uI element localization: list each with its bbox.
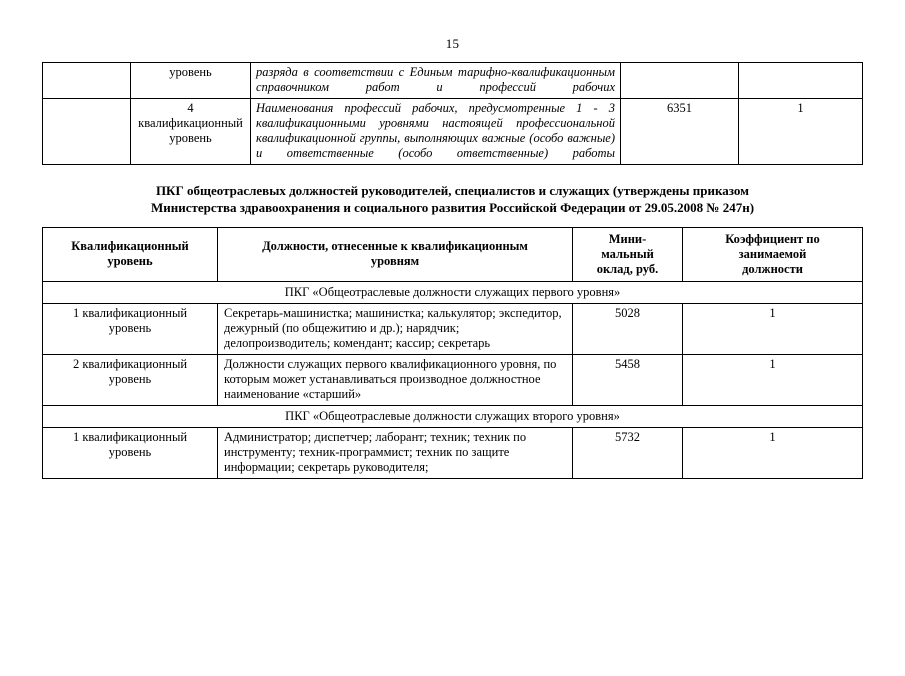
header-qualification-level [43,227,218,281]
cell-salary: 5028 [573,303,683,354]
group-title: ПКГ «Общеотраслевые должности служащих второго уровня» [43,405,863,427]
cell-positions: Администратор; диспетчер; лаборант; техник; техник по инструменту; техник-программист; техник по защите информации; секретарь руководителя; [218,427,573,478]
table-row [43,99,863,165]
table-row [43,427,863,478]
section-heading [53,183,853,217]
table-header-row [43,227,863,281]
cell-coefficient: 1 [683,427,863,478]
cell-level [43,303,218,354]
cell-empty [43,63,131,99]
header-line: уровень [107,254,153,269]
header-coefficient [683,227,863,281]
page-number: 15 [445,36,460,51]
cell-level [43,427,218,478]
table-row [43,354,863,405]
level-line: 2 квалификационный [72,356,188,371]
level-line: уровень [108,371,152,386]
cell-salary: 5732 [573,427,683,478]
cell-salary [621,63,739,99]
header-line: должности [742,261,803,276]
header-line: занимаемой [738,246,807,261]
header-min-salary [573,227,683,281]
cell-coefficient [739,63,863,99]
cell-description: Наименования профессий рабочих, предусмотренные 1 - 3 квалификационными уровнями настоящей профессиональной квалификационной группы, выполняющих важные (особо важные) и ответственные (особо ответственные) работы [251,99,621,165]
heading-line-1: ПКГ общеотраслевых должностей руководителей, специалистов и служащих (утверждены приказом [155,183,750,198]
cell-empty [43,99,131,165]
level-line: 1 квалификационный [72,429,188,444]
cell-positions: Секретарь-машинистка; машинистка; калькулятор; экспедитор, дежурный (по общежитию и др.); нарядчик; делопроизводитель; комендант; кассир; секретарь [218,303,573,354]
document-page [0,36,905,676]
cell-coefficient: 1 [739,99,863,165]
cell-description: разряда в соответствии с Единым тарифно-квалификационным справочником работ и профессий рабочих [251,63,621,99]
group-title: ПКГ «Общеотраслевые должности служащих первого уровня» [43,281,863,303]
header-positions [218,227,573,281]
cell-salary: 5458 [573,354,683,405]
header-line: уровням [370,254,420,269]
cell-coefficient: 1 [683,303,863,354]
group-title-row [43,405,863,427]
group-title-row [43,281,863,303]
header-line: Квалификационный [71,239,189,254]
table-row [43,303,863,354]
cell-level: 4 квалификационный уровень [131,99,251,165]
cell-coefficient: 1 [683,354,863,405]
cell-positions: Должности служащих первого квалификационного уровня, по которым может устанавливаться производное должностное наименование «старший» [218,354,573,405]
continued-table [42,62,863,165]
header-line: Мини- [608,231,647,246]
header-line: Должности, отнесенные к квалификационным [262,239,528,254]
cell-salary: 6351 [621,99,739,165]
header-line: оклад, руб. [596,261,659,276]
header-line: мальный [601,246,654,261]
table-row [43,63,863,99]
level-line: 1 квалификационный [72,305,188,320]
header-line: Коэффициент по [725,231,820,246]
level-line: уровень [108,444,152,459]
cell-level [43,354,218,405]
level-line: уровень [108,320,152,335]
cell-level: уровень [131,63,251,99]
heading-line-2: Министерства здравоохранения и социального развития Российской Федерации от 29.05.2008 № 247н) [150,199,755,215]
positions-table [42,227,863,479]
